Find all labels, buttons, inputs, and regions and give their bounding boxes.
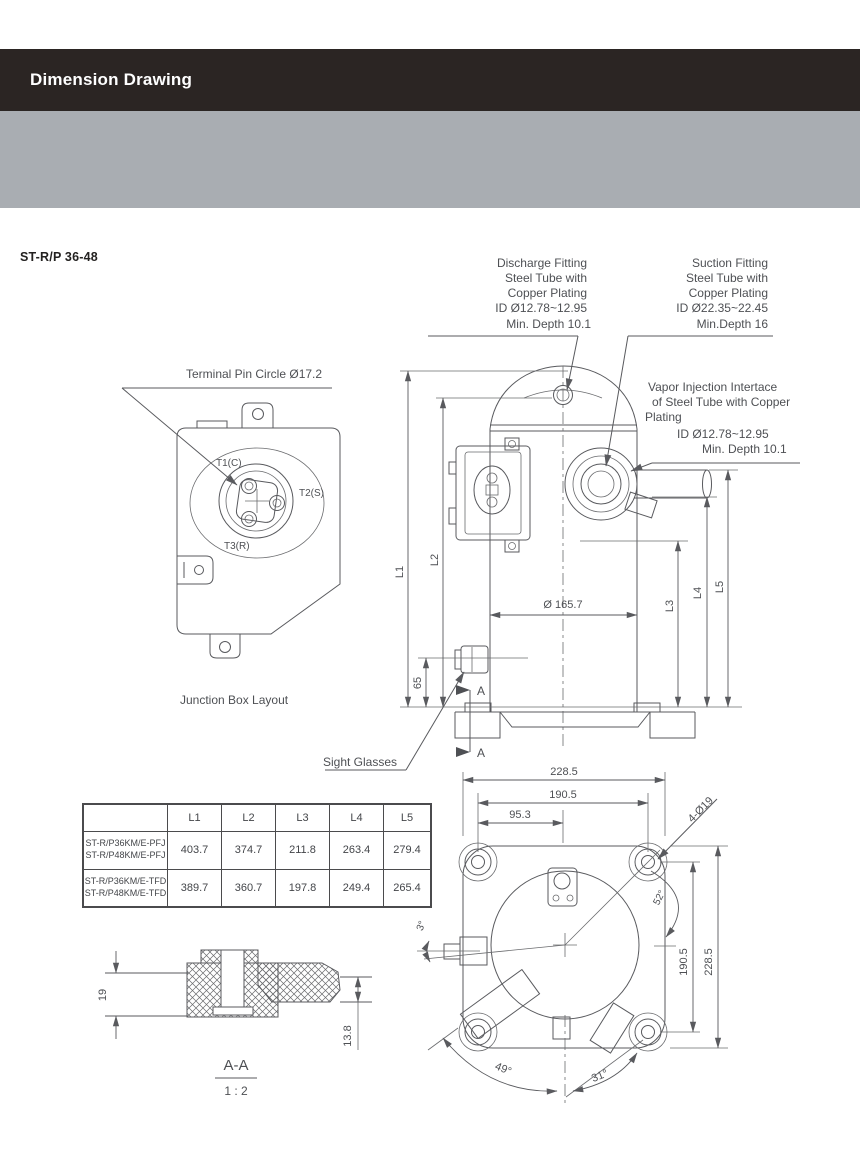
- section-arm: [258, 963, 340, 1002]
- section-view-aa: [97, 950, 372, 1098]
- section-arrow-top: [456, 685, 470, 695]
- table-header-l5: L5: [384, 804, 432, 831]
- table-header-l3: L3: [276, 804, 330, 831]
- table-row-tfd: [83, 869, 431, 907]
- dim-diameter: Ø 165.7: [543, 599, 583, 611]
- model-cell-tfd: [83, 869, 168, 907]
- value-cell: 197.8: [276, 869, 330, 907]
- table-header-row: [83, 804, 431, 831]
- value-cell: 263.4: [330, 831, 384, 869]
- terminal-t3-label: T3(R): [224, 541, 250, 552]
- vapor-line5: Min. Depth 10.1: [702, 442, 787, 456]
- dim-65: 65: [412, 676, 424, 690]
- model-cell-pfj: [83, 831, 168, 869]
- vapor-line3: Plating: [645, 410, 682, 424]
- dim-angle-49: 49°: [493, 1060, 514, 1078]
- table-row-pfj: [83, 831, 431, 869]
- discharge-line3: Copper Plating: [507, 286, 587, 300]
- section-arrow-bottom: [456, 747, 470, 757]
- vapor-injection-callout: [631, 380, 800, 471]
- value-cell: 211.8: [276, 831, 330, 869]
- model-label: ST-R/P 36-48: [20, 250, 98, 264]
- suction-line1: Suction Fitting: [691, 256, 768, 270]
- bottom-view-dimensions: [415, 766, 728, 1085]
- table-header-l4: L4: [330, 804, 384, 831]
- value-cell: 360.7: [222, 869, 276, 907]
- table-header-blank: [83, 804, 168, 831]
- vapor-line4: ID Ø12.78~12.95: [677, 427, 769, 441]
- model-name: ST-R/P36KM/E-TFD: [84, 876, 167, 887]
- model-name: ST-R/P48KM/E-PFJ: [85, 850, 166, 860]
- dimension-table: [82, 803, 432, 908]
- dim-angle-31: 31°: [589, 1067, 610, 1085]
- bottom-view: [414, 799, 717, 1103]
- terminal-t2-label: T2(S): [299, 488, 324, 499]
- suction-line4: ID Ø22.35~22.45: [676, 301, 768, 315]
- dim-190-5-h: 190.5: [549, 789, 577, 801]
- discharge-callout: [428, 256, 591, 390]
- dim-228-5-v: 228.5: [703, 948, 715, 976]
- value-cell: 389.7: [168, 869, 222, 907]
- terminal-t1-label: T1(C): [216, 458, 242, 469]
- section-letter-bottom: A: [477, 746, 486, 760]
- model-name: ST-R/P36KM/E-PFJ: [85, 838, 166, 849]
- section-letter-top: A: [477, 684, 486, 698]
- table-header-l2: L2: [222, 804, 276, 831]
- value-cell: 403.7: [168, 831, 222, 869]
- dim-13-8: 13.8: [342, 1025, 354, 1047]
- dim-228-5-h: 228.5: [550, 766, 578, 778]
- discharge-line5: Min. Depth 10.1: [506, 317, 591, 331]
- section-label: A-A: [223, 1057, 249, 1074]
- dim-95-3: 95.3: [509, 809, 531, 821]
- junction-box-caption: Junction Box Layout: [180, 693, 289, 707]
- sight-glasses-label: Sight Glasses: [323, 755, 398, 769]
- section-scale: 1 : 2: [224, 1084, 248, 1098]
- model-name: ST-R/P48KM/E-TFD: [84, 887, 167, 898]
- discharge-line2: Steel Tube with: [504, 271, 587, 285]
- dim-angle-3: 3°: [414, 919, 429, 933]
- value-cell: 265.4: [384, 869, 432, 907]
- dim-l5: L5: [714, 580, 726, 594]
- vapor-line2: of Steel Tube with Copper: [652, 395, 791, 409]
- dim-190-5-v: 190.5: [678, 948, 690, 976]
- page-title: Dimension Drawing: [30, 70, 193, 89]
- table-header-l1: L1: [168, 804, 222, 831]
- value-cell: 279.4: [384, 831, 432, 869]
- dim-l4: L4: [692, 586, 704, 600]
- terminal-pin-circle-label: Terminal Pin Circle Ø17.2: [186, 367, 323, 381]
- dim-l3: L3: [664, 599, 676, 613]
- dim-l2: L2: [429, 553, 441, 567]
- discharge-line1: Discharge Fitting: [496, 256, 587, 270]
- dim-angle-52: 52°: [651, 888, 669, 908]
- vapor-line1: Vapor Injection Intertace: [648, 380, 778, 394]
- junction-box-layout-view: [177, 403, 340, 658]
- value-cell: 374.7: [222, 831, 276, 869]
- suction-line2: Steel Tube with: [685, 271, 768, 285]
- suction-line3: Copper Plating: [688, 286, 768, 300]
- dim-19: 19: [97, 988, 109, 1002]
- dim-l1: L1: [394, 565, 406, 579]
- dim-4-holes: 4-Ø19: [685, 794, 716, 825]
- value-cell: 249.4: [330, 869, 384, 907]
- suction-line5: Min.Depth 16: [696, 317, 768, 331]
- discharge-line4: ID Ø12.78~12.95: [495, 301, 587, 315]
